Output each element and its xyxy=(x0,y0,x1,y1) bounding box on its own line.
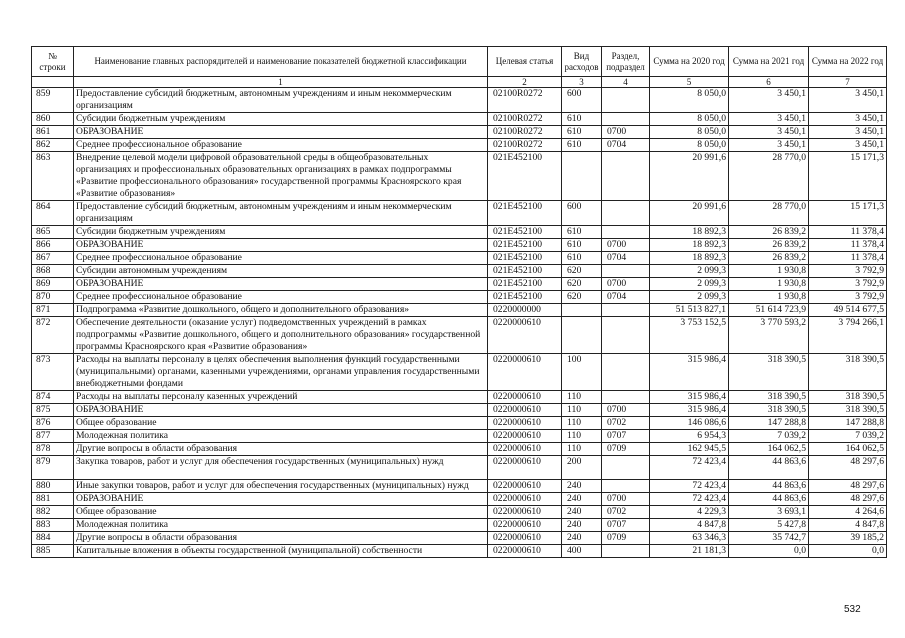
sum-2020: 315 986,4 xyxy=(650,391,729,404)
sum-2022: 3 794 266,1 xyxy=(809,317,887,354)
table-row xyxy=(32,430,887,443)
section-subsection: 0702 xyxy=(602,417,650,430)
row-name: Среднее профессиональное образование xyxy=(74,252,488,265)
section-subsection: 0709 xyxy=(602,532,650,545)
section-subsection: 0704 xyxy=(602,252,650,265)
sum-2020: 315 986,4 xyxy=(650,354,729,391)
target-article: 021E452100 xyxy=(488,252,562,265)
sum-2021: 51 614 723,9 xyxy=(729,304,809,317)
section-subsection xyxy=(602,152,650,201)
section-subsection: 0704 xyxy=(602,139,650,152)
sum-2021: 44 863,6 xyxy=(729,493,809,506)
expense-type: 200 xyxy=(562,456,602,480)
sum-2022: 3 450,1 xyxy=(809,113,887,126)
sum-2020: 18 892,3 xyxy=(650,226,729,239)
row-name: Молодежная политика xyxy=(74,430,488,443)
header-sum-2021: Сумма на 2021 год xyxy=(729,47,809,77)
sum-2022: 39 185,2 xyxy=(809,532,887,545)
sum-2022: 147 288,8 xyxy=(809,417,887,430)
column-number: 6 xyxy=(729,77,809,88)
row-name: ОБРАЗОВАНИЕ xyxy=(74,126,488,139)
row-number: 870 xyxy=(32,291,74,304)
sum-2021: 3 450,1 xyxy=(729,113,809,126)
column-number: 4 xyxy=(602,77,650,88)
sum-2022: 318 390,5 xyxy=(809,354,887,391)
sum-2021: 28 770,0 xyxy=(729,152,809,201)
table-row xyxy=(32,354,887,391)
sum-2022: 3 792,9 xyxy=(809,291,887,304)
row-name: Другие вопросы в области образования xyxy=(74,532,488,545)
section-subsection xyxy=(602,456,650,480)
expense-type: 610 xyxy=(562,126,602,139)
page-number: 532 xyxy=(844,604,861,615)
table-row xyxy=(32,391,887,404)
table-row xyxy=(32,317,887,354)
sum-2021: 35 742,7 xyxy=(729,532,809,545)
sum-2022: 15 171,3 xyxy=(809,152,887,201)
section-subsection: 0700 xyxy=(602,278,650,291)
table-row xyxy=(32,139,887,152)
row-number: 865 xyxy=(32,226,74,239)
table-row xyxy=(32,404,887,417)
sum-2020: 18 892,3 xyxy=(650,239,729,252)
table-row xyxy=(32,201,887,226)
row-number: 866 xyxy=(32,239,74,252)
sum-2022: 318 390,5 xyxy=(809,391,887,404)
row-number: 882 xyxy=(32,506,74,519)
expense-type: 110 xyxy=(562,443,602,456)
target-article: 0220000610 xyxy=(488,443,562,456)
sum-2021: 318 390,5 xyxy=(729,404,809,417)
sum-2021: 28 770,0 xyxy=(729,201,809,226)
sum-2020: 63 346,3 xyxy=(650,532,729,545)
column-number: 7 xyxy=(809,77,887,88)
row-name: Предоставление субсидий бюджетным, автономным учреждениям и иным некоммерческим организациям xyxy=(74,201,488,226)
target-article: 0220000610 xyxy=(488,404,562,417)
row-number: 880 xyxy=(32,480,74,493)
table-row xyxy=(32,113,887,126)
section-subsection xyxy=(602,201,650,226)
sum-2020: 2 099,3 xyxy=(650,291,729,304)
table-body xyxy=(32,88,887,558)
section-subsection: 0704 xyxy=(602,291,650,304)
expense-type: 600 xyxy=(562,201,602,226)
sum-2022: 4 264,6 xyxy=(809,506,887,519)
expense-type xyxy=(562,304,602,317)
target-article: 021E452100 xyxy=(488,226,562,239)
expense-type: 240 xyxy=(562,532,602,545)
sum-2021: 26 839,2 xyxy=(729,239,809,252)
target-article: 0220000610 xyxy=(488,532,562,545)
header-row-no: № строки xyxy=(32,47,74,77)
section-subsection xyxy=(602,317,650,354)
target-article: 021E452100 xyxy=(488,265,562,278)
row-number: 868 xyxy=(32,265,74,278)
header-razdel: Раздел, подраздел xyxy=(602,47,650,77)
row-name: Общее образование xyxy=(74,506,488,519)
sum-2021: 7 039,2 xyxy=(729,430,809,443)
sum-2021: 3 770 593,2 xyxy=(729,317,809,354)
sum-2020: 8 050,0 xyxy=(650,139,729,152)
target-article: 02100R0272 xyxy=(488,113,562,126)
target-article: 0220000610 xyxy=(488,354,562,391)
row-number: 883 xyxy=(32,519,74,532)
table-row xyxy=(32,252,887,265)
sum-2020: 4 847,8 xyxy=(650,519,729,532)
section-subsection xyxy=(602,354,650,391)
sum-2021: 44 863,6 xyxy=(729,456,809,480)
sum-2020: 20 991,6 xyxy=(650,201,729,226)
sum-2020: 20 991,6 xyxy=(650,152,729,201)
section-subsection: 0707 xyxy=(602,519,650,532)
row-number: 862 xyxy=(32,139,74,152)
row-number: 872 xyxy=(32,317,74,354)
target-article: 0220000000 xyxy=(488,304,562,317)
row-name: Внедрение целевой модели цифровой образовательной среды в общеобразовательных организациях и профессиональных образовательных организациях в рамках подпрограммы «Развитие профессионального образования» государственной программы Красноярского края «Развитие образования» xyxy=(74,152,488,201)
row-name: Субсидии автономным учреждениям xyxy=(74,265,488,278)
target-article: 0220000610 xyxy=(488,545,562,558)
target-article: 021E452100 xyxy=(488,152,562,201)
sum-2022: 3 450,1 xyxy=(809,139,887,152)
target-article: 0220000610 xyxy=(488,493,562,506)
sum-2020: 8 050,0 xyxy=(650,88,729,113)
target-article: 0220000610 xyxy=(488,506,562,519)
sum-2022: 318 390,5 xyxy=(809,404,887,417)
section-subsection: 0700 xyxy=(602,126,650,139)
expense-type: 610 xyxy=(562,226,602,239)
sum-2020: 51 513 827,1 xyxy=(650,304,729,317)
target-article: 02100R0272 xyxy=(488,88,562,113)
row-number: 869 xyxy=(32,278,74,291)
sum-2022: 49 514 677,5 xyxy=(809,304,887,317)
row-name: Общее образование xyxy=(74,417,488,430)
target-article: 0220000610 xyxy=(488,519,562,532)
sum-2021: 26 839,2 xyxy=(729,252,809,265)
row-name: ОБРАЗОВАНИЕ xyxy=(74,404,488,417)
header-sum-2020: Сумма на 2020 год xyxy=(650,47,729,77)
table-row xyxy=(32,226,887,239)
sum-2022: 0,0 xyxy=(809,545,887,558)
row-number: 873 xyxy=(32,354,74,391)
sum-2021: 5 427,8 xyxy=(729,519,809,532)
expense-type xyxy=(562,317,602,354)
table-row xyxy=(32,493,887,506)
section-subsection xyxy=(602,545,650,558)
expense-type: 610 xyxy=(562,252,602,265)
target-article: 0220000610 xyxy=(488,417,562,430)
section-subsection xyxy=(602,480,650,493)
section-subsection: 0700 xyxy=(602,239,650,252)
sum-2021: 1 930,8 xyxy=(729,265,809,278)
row-name: Молодежная политика xyxy=(74,519,488,532)
sum-2021: 147 288,8 xyxy=(729,417,809,430)
table-row xyxy=(32,239,887,252)
row-name: Предоставление субсидий бюджетным, автономным учреждениям и иным некоммерческим организациям xyxy=(74,88,488,113)
sum-2021: 0,0 xyxy=(729,545,809,558)
table-row xyxy=(32,443,887,456)
target-article: 0220000610 xyxy=(488,317,562,354)
target-article: 021E452100 xyxy=(488,239,562,252)
sum-2022: 11 378,4 xyxy=(809,239,887,252)
target-article: 0220000610 xyxy=(488,480,562,493)
table-row xyxy=(32,265,887,278)
expense-type: 610 xyxy=(562,113,602,126)
expense-type: 100 xyxy=(562,354,602,391)
sum-2022: 3 450,1 xyxy=(809,126,887,139)
row-number: 878 xyxy=(32,443,74,456)
table-row xyxy=(32,291,887,304)
sum-2020: 162 945,5 xyxy=(650,443,729,456)
sum-2021: 3 693,1 xyxy=(729,506,809,519)
table-row xyxy=(32,506,887,519)
target-article: 02100R0272 xyxy=(488,126,562,139)
row-number: 860 xyxy=(32,113,74,126)
header-row xyxy=(32,47,887,77)
sum-2020: 4 229,3 xyxy=(650,506,729,519)
table-row xyxy=(32,480,887,493)
expense-type: 110 xyxy=(562,404,602,417)
column-number: 2 xyxy=(488,77,562,88)
sum-2022: 7 039,2 xyxy=(809,430,887,443)
sum-2022: 15 171,3 xyxy=(809,201,887,226)
expense-type: 110 xyxy=(562,430,602,443)
target-article: 0220000610 xyxy=(488,391,562,404)
row-number: 876 xyxy=(32,417,74,430)
sum-2022: 48 297,6 xyxy=(809,480,887,493)
sum-2022: 164 062,5 xyxy=(809,443,887,456)
row-name: Другие вопросы в области образования xyxy=(74,443,488,456)
expense-type: 240 xyxy=(562,480,602,493)
row-number: 875 xyxy=(32,404,74,417)
table-row xyxy=(32,278,887,291)
row-name: ОБРАЗОВАНИЕ xyxy=(74,493,488,506)
row-number: 874 xyxy=(32,391,74,404)
sum-2021: 44 863,6 xyxy=(729,480,809,493)
sum-2021: 26 839,2 xyxy=(729,226,809,239)
table-row xyxy=(32,545,887,558)
row-name: Подпрограмма «Развитие дошкольного, общего и дополнительного образования» xyxy=(74,304,488,317)
sum-2022: 3 792,9 xyxy=(809,278,887,291)
column-number: 1 xyxy=(74,77,488,88)
expense-type: 620 xyxy=(562,278,602,291)
sum-2021: 164 062,5 xyxy=(729,443,809,456)
expense-type: 110 xyxy=(562,391,602,404)
row-number: 861 xyxy=(32,126,74,139)
column-number-row xyxy=(32,77,887,88)
section-subsection xyxy=(602,88,650,113)
sum-2020: 72 423,4 xyxy=(650,480,729,493)
row-name: Субсидии бюджетным учреждениям xyxy=(74,226,488,239)
row-name: Обеспечение деятельности (оказание услуг) подведомственных учреждений в рамках подпрограммы «Развитие дошкольного, общего и дополнительного образования» государственной программы Красноярского края «Развитие образования» xyxy=(74,317,488,354)
sum-2020: 3 753 152,5 xyxy=(650,317,729,354)
section-subsection xyxy=(602,226,650,239)
table-row xyxy=(32,152,887,201)
sum-2020: 21 181,3 xyxy=(650,545,729,558)
sum-2020: 315 986,4 xyxy=(650,404,729,417)
sum-2022: 4 847,8 xyxy=(809,519,887,532)
row-number: 864 xyxy=(32,201,74,226)
expense-type xyxy=(562,152,602,201)
row-number: 863 xyxy=(32,152,74,201)
sum-2022: 48 297,6 xyxy=(809,456,887,480)
row-number: 885 xyxy=(32,545,74,558)
row-number: 867 xyxy=(32,252,74,265)
expense-type: 240 xyxy=(562,519,602,532)
expense-type: 620 xyxy=(562,265,602,278)
expense-type: 610 xyxy=(562,139,602,152)
target-article: 0220000610 xyxy=(488,430,562,443)
target-article: 021E452100 xyxy=(488,278,562,291)
row-name: Закупка товаров, работ и услуг для обеспечения государственных (муниципальных) нужд xyxy=(74,456,488,480)
sum-2020: 18 892,3 xyxy=(650,252,729,265)
target-article: 021E452100 xyxy=(488,201,562,226)
sum-2021: 3 450,1 xyxy=(729,126,809,139)
column-number: 5 xyxy=(650,77,729,88)
table-row xyxy=(32,456,887,480)
row-number: 879 xyxy=(32,456,74,480)
row-number: 877 xyxy=(32,430,74,443)
expense-type: 400 xyxy=(562,545,602,558)
section-subsection xyxy=(602,304,650,317)
table-row xyxy=(32,304,887,317)
section-subsection xyxy=(602,265,650,278)
sum-2020: 6 954,3 xyxy=(650,430,729,443)
row-name: ОБРАЗОВАНИЕ xyxy=(74,239,488,252)
sum-2020: 72 423,4 xyxy=(650,456,729,480)
table-row xyxy=(32,88,887,113)
sum-2022: 48 297,6 xyxy=(809,493,887,506)
table-row xyxy=(32,126,887,139)
column-number-blank xyxy=(32,77,74,88)
row-name: Среднее профессиональное образование xyxy=(74,139,488,152)
table-row xyxy=(32,417,887,430)
sum-2022: 11 378,4 xyxy=(809,226,887,239)
expense-type: 240 xyxy=(562,493,602,506)
section-subsection xyxy=(602,113,650,126)
sum-2021: 1 930,8 xyxy=(729,278,809,291)
row-name: ОБРАЗОВАНИЕ xyxy=(74,278,488,291)
target-article: 0220000610 xyxy=(488,456,562,480)
section-subsection: 0702 xyxy=(602,506,650,519)
sum-2020: 2 099,3 xyxy=(650,265,729,278)
row-number: 859 xyxy=(32,88,74,113)
header-name: Наименование главных распорядителей и наименование показателей бюджетной классификации xyxy=(74,47,488,77)
row-name: Расходы на выплаты персоналу в целях обеспечения выполнения функций государственными (муниципальными) органами, казенными учреждениями, органами управления государственными внебюджетными фондами xyxy=(74,354,488,391)
sum-2021: 1 930,8 xyxy=(729,291,809,304)
target-article: 021E452100 xyxy=(488,291,562,304)
budget-table xyxy=(31,46,887,558)
row-number: 884 xyxy=(32,532,74,545)
sum-2022: 11 378,4 xyxy=(809,252,887,265)
sum-2022: 3 792,9 xyxy=(809,265,887,278)
sum-2020: 146 086,6 xyxy=(650,417,729,430)
section-subsection: 0707 xyxy=(602,430,650,443)
expense-type: 240 xyxy=(562,506,602,519)
sum-2020: 72 423,4 xyxy=(650,493,729,506)
sum-2021: 3 450,1 xyxy=(729,88,809,113)
section-subsection: 0700 xyxy=(602,493,650,506)
sum-2021: 318 390,5 xyxy=(729,391,809,404)
expense-type: 110 xyxy=(562,417,602,430)
sum-2021: 3 450,1 xyxy=(729,139,809,152)
target-article: 02100R0272 xyxy=(488,139,562,152)
sum-2020: 8 050,0 xyxy=(650,113,729,126)
expense-type: 600 xyxy=(562,88,602,113)
row-name: Субсидии бюджетным учреждениям xyxy=(74,113,488,126)
column-number: 3 xyxy=(562,77,602,88)
section-subsection: 0709 xyxy=(602,443,650,456)
sum-2021: 318 390,5 xyxy=(729,354,809,391)
row-number: 881 xyxy=(32,493,74,506)
header-code: Целевая статья xyxy=(488,47,562,77)
sum-2020: 2 099,3 xyxy=(650,278,729,291)
row-number: 871 xyxy=(32,304,74,317)
header-vid: Вид расходов xyxy=(562,47,602,77)
sum-2020: 8 050,0 xyxy=(650,126,729,139)
row-name: Расходы на выплаты персоналу казенных учреждений xyxy=(74,391,488,404)
row-name: Иные закупки товаров, работ и услуг для обеспечения государственных (муниципальных) нужд xyxy=(74,480,488,493)
table-row xyxy=(32,532,887,545)
section-subsection xyxy=(602,391,650,404)
row-name: Среднее профессиональное образование xyxy=(74,291,488,304)
header-sum-2022: Сумма на 2022 год xyxy=(809,47,887,77)
expense-type: 620 xyxy=(562,291,602,304)
sum-2022: 3 450,1 xyxy=(809,88,887,113)
table-row xyxy=(32,519,887,532)
expense-type: 610 xyxy=(562,239,602,252)
row-name: Капитальные вложения в объекты государственной (муниципальной) собственности xyxy=(74,545,488,558)
section-subsection: 0700 xyxy=(602,404,650,417)
